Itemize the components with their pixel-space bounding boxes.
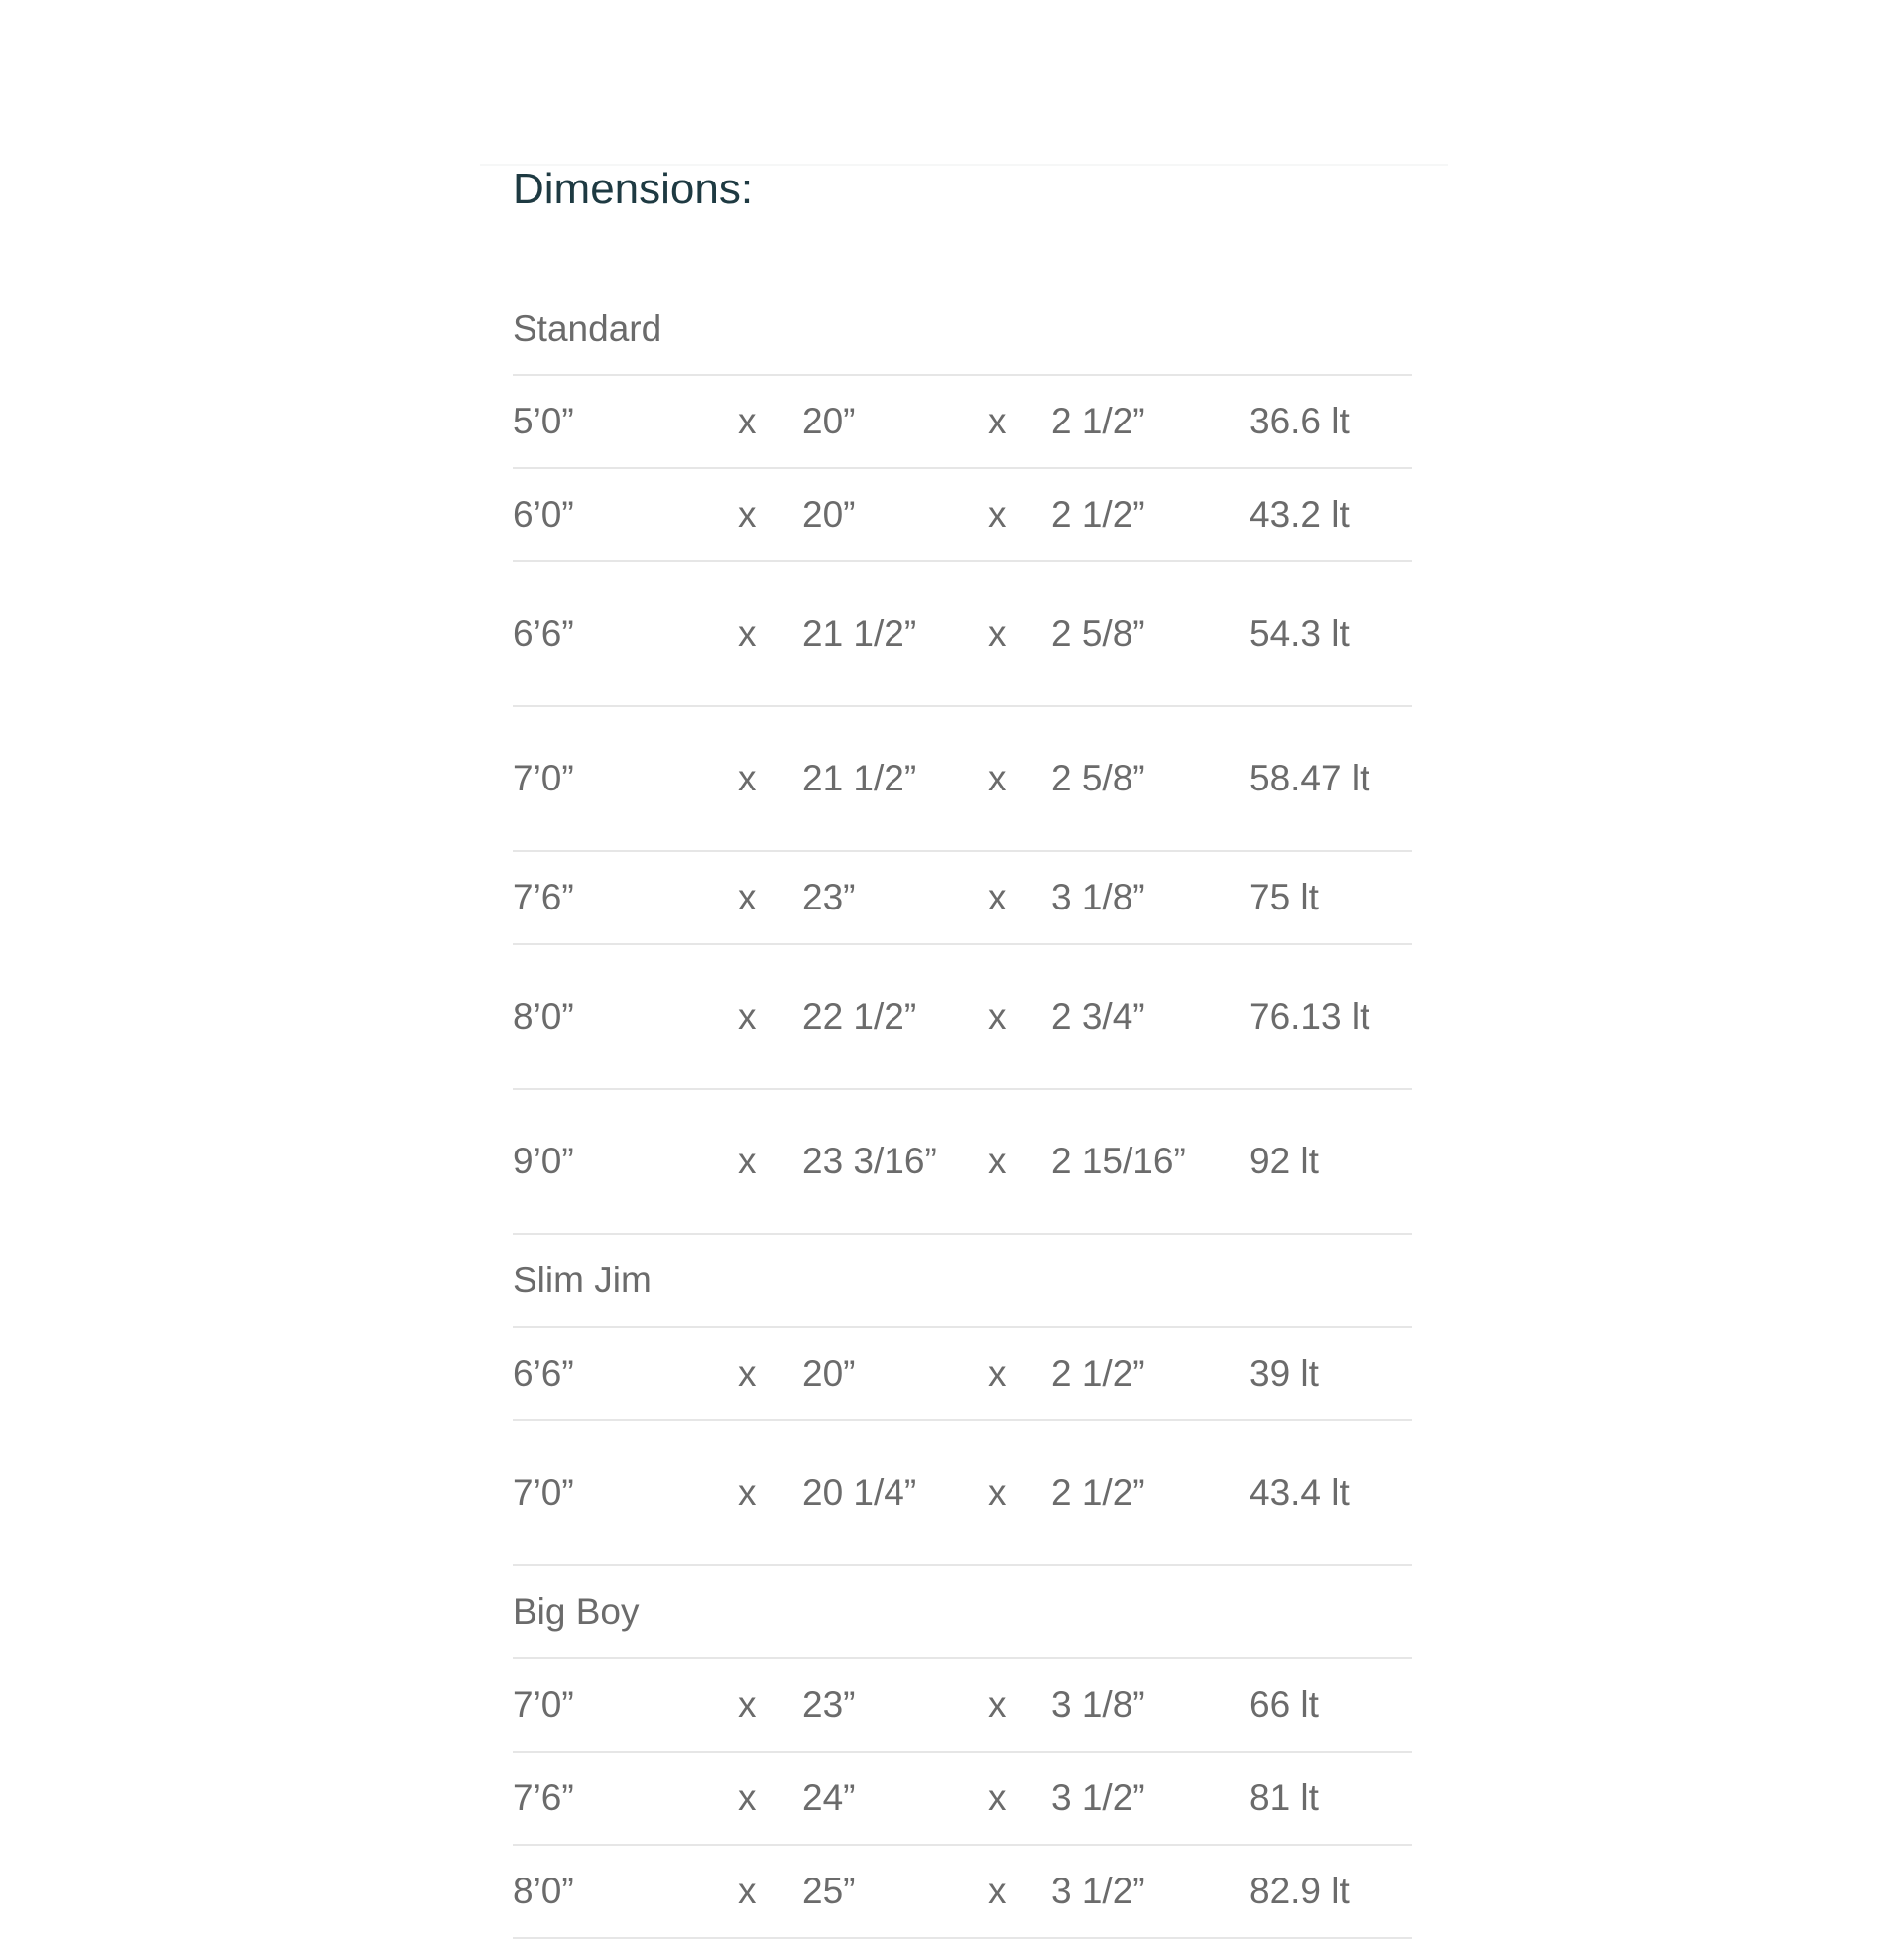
volume-cell: 92 lt bbox=[1250, 1141, 1319, 1181]
times-sign: x bbox=[738, 1141, 757, 1181]
width-cell: 22 1/2” bbox=[802, 996, 917, 1036]
times-sign: x bbox=[738, 613, 757, 654]
table-row bbox=[513, 469, 1412, 562]
width-cell: 20” bbox=[802, 494, 856, 535]
thickness-cell: 3 1/2” bbox=[1051, 1777, 1145, 1818]
volume-cell: 39 lt bbox=[1250, 1353, 1319, 1394]
length-cell: 6’6” bbox=[513, 613, 574, 654]
volume-cell: 81 lt bbox=[1250, 1777, 1319, 1818]
times-sign: x bbox=[738, 1684, 757, 1725]
times-sign: x bbox=[988, 1141, 1007, 1181]
table-row bbox=[513, 1328, 1412, 1421]
times-sign: x bbox=[738, 758, 757, 798]
thickness-cell: 3 1/8” bbox=[1051, 1684, 1145, 1725]
length-cell: 7’6” bbox=[513, 877, 574, 917]
times-sign: x bbox=[988, 996, 1007, 1036]
table-row bbox=[513, 945, 1412, 1090]
table-row bbox=[513, 1421, 1412, 1566]
section-label: Big Boy bbox=[513, 1591, 640, 1632]
page-title: Dimensions: bbox=[513, 165, 754, 213]
volume-cell: 43.4 lt bbox=[1250, 1472, 1350, 1513]
times-sign: x bbox=[738, 401, 757, 441]
width-cell: 23 3/16” bbox=[802, 1141, 937, 1181]
times-sign: x bbox=[738, 877, 757, 917]
length-cell: 8’0” bbox=[513, 1871, 574, 1911]
times-sign: x bbox=[988, 1472, 1007, 1513]
thickness-cell: 2 15/16” bbox=[1051, 1141, 1186, 1181]
volume-cell: 82.9 lt bbox=[1250, 1871, 1350, 1911]
times-sign: x bbox=[988, 877, 1007, 917]
table-row bbox=[513, 376, 1412, 469]
table-row bbox=[513, 1846, 1412, 1939]
thickness-cell: 2 3/4” bbox=[1051, 996, 1145, 1036]
length-cell: 6’0” bbox=[513, 494, 574, 535]
thickness-cell: 2 1/2” bbox=[1051, 1353, 1145, 1394]
times-sign: x bbox=[988, 758, 1007, 798]
length-cell: 8’0” bbox=[513, 996, 574, 1036]
table-row bbox=[513, 1659, 1412, 1753]
section-header bbox=[513, 284, 1412, 376]
length-cell: 7’6” bbox=[513, 1777, 574, 1818]
times-sign: x bbox=[988, 1871, 1007, 1911]
length-cell: 9’0” bbox=[513, 1141, 574, 1181]
thickness-cell: 2 1/2” bbox=[1051, 494, 1145, 535]
section-header bbox=[513, 1566, 1412, 1659]
table-row bbox=[513, 1753, 1412, 1846]
length-cell: 7’0” bbox=[513, 1472, 574, 1513]
times-sign: x bbox=[738, 1472, 757, 1513]
section-header bbox=[513, 1235, 1412, 1328]
times-sign: x bbox=[988, 401, 1007, 441]
times-sign: x bbox=[988, 1353, 1007, 1394]
times-sign: x bbox=[988, 1684, 1007, 1725]
table-row bbox=[513, 852, 1412, 945]
length-cell: 6’6” bbox=[513, 1353, 574, 1394]
table-row bbox=[513, 1090, 1412, 1235]
times-sign: x bbox=[988, 494, 1007, 535]
volume-cell: 76.13 lt bbox=[1250, 996, 1370, 1036]
volume-cell: 58.47 lt bbox=[1250, 758, 1370, 798]
times-sign: x bbox=[988, 613, 1007, 654]
length-cell: 7’0” bbox=[513, 758, 574, 798]
width-cell: 20” bbox=[802, 1353, 856, 1394]
width-cell: 23” bbox=[802, 877, 856, 917]
volume-cell: 43.2 lt bbox=[1250, 494, 1350, 535]
thickness-cell: 2 1/2” bbox=[1051, 401, 1145, 441]
length-cell: 5’0” bbox=[513, 401, 574, 441]
width-cell: 21 1/2” bbox=[802, 758, 917, 798]
times-sign: x bbox=[738, 1777, 757, 1818]
thickness-cell: 2 5/8” bbox=[1051, 613, 1145, 654]
times-sign: x bbox=[738, 1871, 757, 1911]
volume-cell: 54.3 lt bbox=[1250, 613, 1350, 654]
dimensions-table bbox=[513, 284, 1412, 1939]
width-cell: 24” bbox=[802, 1777, 856, 1818]
table-row bbox=[513, 707, 1412, 852]
width-cell: 20 1/4” bbox=[802, 1472, 917, 1513]
width-cell: 21 1/2” bbox=[802, 613, 917, 654]
width-cell: 25” bbox=[802, 1871, 856, 1911]
thickness-cell: 3 1/2” bbox=[1051, 1871, 1145, 1911]
section-label: Slim Jim bbox=[513, 1260, 652, 1300]
volume-cell: 66 lt bbox=[1250, 1684, 1319, 1725]
length-cell: 7’0” bbox=[513, 1684, 574, 1725]
section-label: Standard bbox=[513, 307, 662, 349]
width-cell: 23” bbox=[802, 1684, 856, 1725]
thickness-cell: 2 5/8” bbox=[1051, 758, 1145, 798]
volume-cell: 36.6 lt bbox=[1250, 401, 1350, 441]
table-row bbox=[513, 562, 1412, 707]
thickness-cell: 3 1/8” bbox=[1051, 877, 1145, 917]
times-sign: x bbox=[988, 1777, 1007, 1818]
times-sign: x bbox=[738, 996, 757, 1036]
width-cell: 20” bbox=[802, 401, 856, 441]
times-sign: x bbox=[738, 494, 757, 535]
times-sign: x bbox=[738, 1353, 757, 1394]
volume-cell: 75 lt bbox=[1250, 877, 1319, 917]
thickness-cell: 2 1/2” bbox=[1051, 1472, 1145, 1513]
